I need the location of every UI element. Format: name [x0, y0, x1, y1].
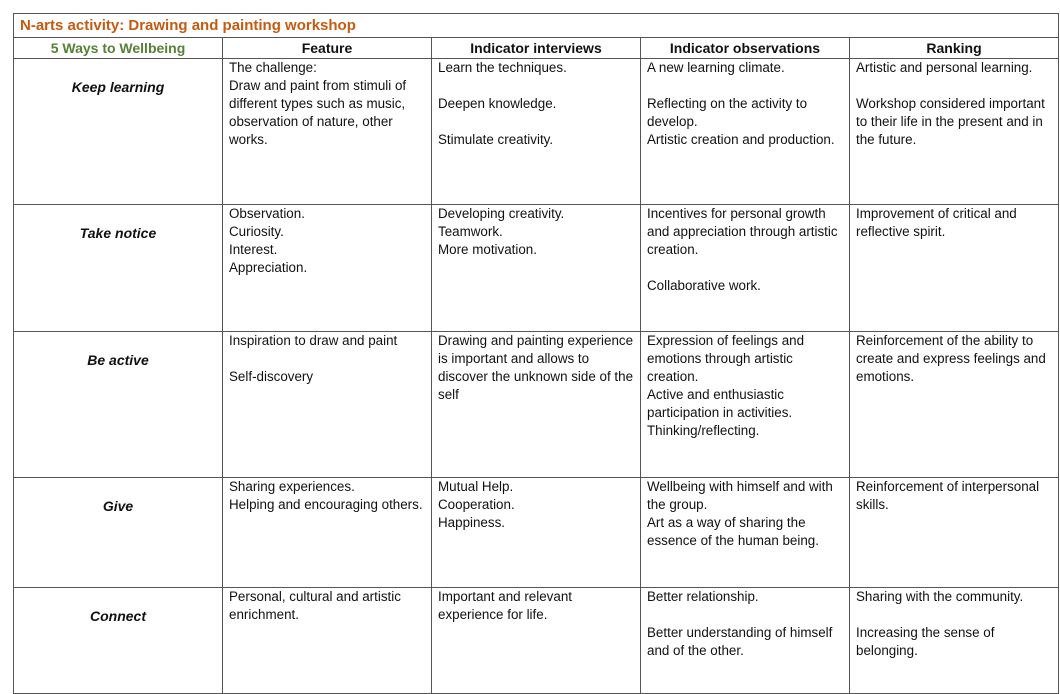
cell-text-line: The challenge: [229, 60, 317, 75]
header-feature: Feature [223, 38, 432, 59]
cell-text-line: Active and enthusiastic participation in activities. [647, 387, 793, 420]
feature-cell [223, 332, 432, 478]
cell-text-line: Drawing and painting experience is important and allows to discover the unknown side of the self [438, 333, 637, 402]
cell-text-line: Workshop considered important [856, 96, 1045, 111]
cell-text-line: More motivation. [438, 242, 537, 257]
category-cell: Take notice [14, 205, 223, 332]
category-cell: Be active [14, 332, 223, 478]
cell-text-line: Sharing with the community. [856, 589, 1024, 604]
cell-text-line: Personal, cultural and artistic enrichment. [229, 589, 405, 622]
cell-text-line: Deepen knowledge. [438, 96, 557, 111]
table-title: N-arts activity: Drawing and painting workshop [14, 14, 1059, 38]
cell-text-line: Teamwork. [438, 224, 503, 239]
feature-cell [223, 588, 432, 694]
cell-text-line: Thinking/reflecting. [647, 423, 760, 438]
interviews-cell [432, 588, 641, 694]
cell-text-line [438, 113, 634, 131]
cell-text-line [856, 77, 1052, 95]
cell-text-line: Self-discovery [229, 369, 314, 384]
cell-text-line: Curiosity. [229, 224, 284, 239]
cell-text-line: to their life in the present and in the future. [856, 114, 1047, 147]
observations-cell [641, 478, 850, 588]
table-row [14, 588, 1059, 694]
header-ranking: Ranking [850, 38, 1059, 59]
observations-cell [641, 59, 850, 205]
cell-text-line: Wellbeing with himself and with the group. [647, 479, 837, 512]
category-cell: Keep learning [14, 59, 223, 205]
category-cell: Connect [14, 588, 223, 694]
cell-text-line [856, 606, 1052, 624]
cell-text-line [229, 350, 425, 368]
cell-text-line: Draw and paint from stimuli of different types such as music, observation of nature, other works. [229, 78, 410, 147]
ranking-cell [850, 588, 1059, 694]
ranking-cell [850, 205, 1059, 332]
category-cell: Give [14, 478, 223, 588]
feature-cell [223, 59, 432, 205]
wellbeing-table [13, 13, 1059, 694]
cell-text-line: Artistic and personal learning. [856, 60, 1033, 75]
table-row [14, 332, 1059, 478]
cell-text-line: Developing creativity. [438, 206, 565, 221]
cell-text-line [647, 77, 843, 95]
cell-text-line: Interest. [229, 242, 278, 257]
header-row [14, 38, 1059, 59]
cell-text-line: Collaborative work. [647, 278, 761, 293]
observations-cell [641, 588, 850, 694]
cell-text-line: Improvement of critical and reflective spirit. [856, 206, 1021, 239]
cell-text-line: Happiness. [438, 515, 505, 530]
interviews-cell [432, 478, 641, 588]
interviews-cell [432, 59, 641, 205]
feature-cell [223, 205, 432, 332]
cell-text-line: Important and relevant experience for life. [438, 589, 576, 622]
interviews-cell [432, 205, 641, 332]
cell-text-line: Better understanding of himself and of the other. [647, 625, 837, 658]
header-indicator-interviews: Indicator interviews [432, 38, 641, 59]
observations-cell [641, 205, 850, 332]
interviews-cell [432, 332, 641, 478]
header-ways-to-wellbeing: 5 Ways to Wellbeing [14, 38, 223, 59]
ranking-cell [850, 59, 1059, 205]
table-row [14, 59, 1059, 205]
ranking-cell [850, 478, 1059, 588]
cell-text-line: Helping and encouraging others. [229, 497, 423, 512]
cell-text-line: Better relationship. [647, 589, 759, 604]
cell-text-line: Expression of feelings and emotions through artistic creation. [647, 333, 808, 384]
wellbeing-table-container [13, 13, 1058, 694]
ranking-cell [850, 332, 1059, 478]
observations-cell [641, 332, 850, 478]
table-row [14, 205, 1059, 332]
cell-text-line: Art as a way of sharing the essence of the human being. [647, 515, 819, 548]
cell-text-line: Artistic creation and production. [647, 132, 835, 147]
cell-text-line: Reinforcement of the ability to create and express feelings and emotions. [856, 333, 1050, 384]
cell-text-line [647, 259, 843, 277]
cell-text-line: Incentives for personal growth and appreciation through artistic creation. [647, 206, 842, 257]
cell-text-line [438, 77, 634, 95]
table-row [14, 478, 1059, 588]
cell-text-line: Sharing experiences. [229, 479, 355, 494]
feature-cell [223, 478, 432, 588]
cell-text-line [647, 606, 843, 624]
header-indicator-observations: Indicator observations [641, 38, 850, 59]
cell-text-line: Reinforcement of interpersonal skills. [856, 479, 1043, 512]
cell-text-line: Inspiration to draw and paint [229, 333, 398, 348]
cell-text-line: Cooperation. [438, 497, 515, 512]
cell-text-line: A new learning climate. [647, 60, 785, 75]
cell-text-line: Stimulate creativity. [438, 132, 554, 147]
cell-text-line: Appreciation. [229, 260, 308, 275]
cell-text-line: Learn the techniques. [438, 60, 567, 75]
cell-text-line: Increasing the sense of belonging. [856, 625, 999, 658]
cell-text-line: Reflecting on the activity to develop. [647, 96, 811, 129]
cell-text-line: Mutual Help. [438, 479, 514, 494]
cell-text-line: Observation. [229, 206, 305, 221]
